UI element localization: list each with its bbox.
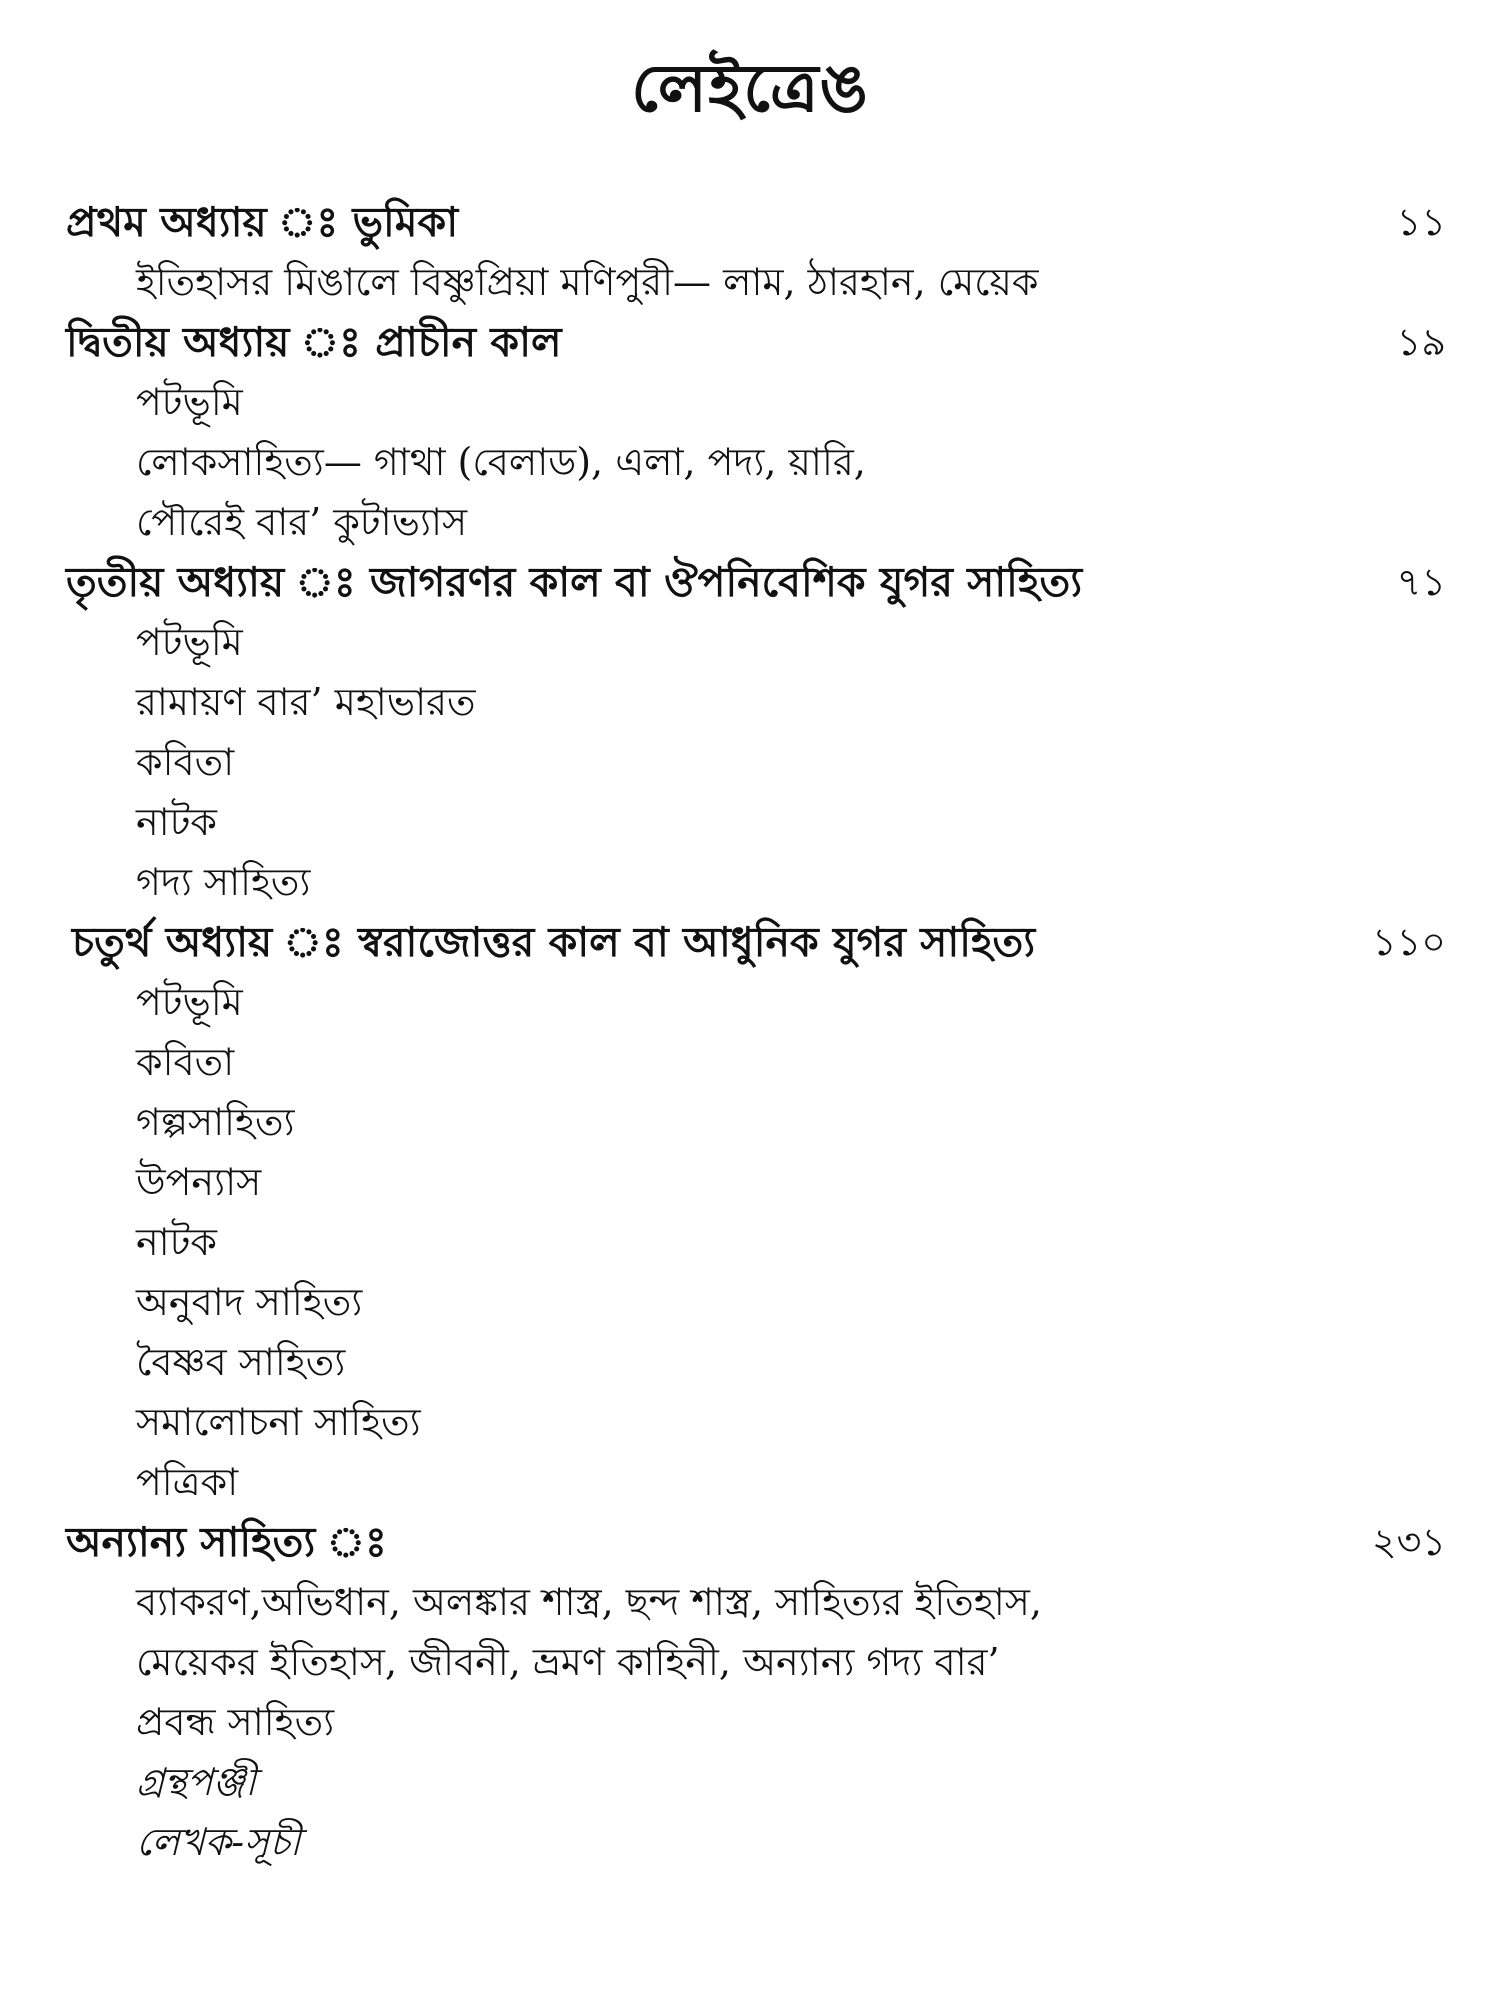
toc-item: উপন্যাস (136, 1160, 262, 1204)
toc-item: ইতিহাসর মিঙালে বিষ্ণুপ্রিয়া মণিপুরী— লাম, ঠারহান, মেয়েক (136, 260, 1039, 304)
appendix-item-author-index: লেখক-সূচী (136, 1820, 301, 1864)
chapter-title: দ্বিতীয় অধ্যায় ঃ প্রাচীন কাল (66, 318, 562, 366)
table-of-contents (66, 192, 1446, 1872)
toc-item: কবিতা (136, 1040, 235, 1084)
toc-item: সমালোচনা সাহিত্য (136, 1400, 421, 1444)
toc-item: গল্পসাহিত্য (136, 1100, 295, 1144)
toc-item: মেয়েকর ইতিহাস, জীবনী, ভ্রমণ কাহিনী, অন্যান্য গদ্য বার’ (136, 1640, 1000, 1684)
chapter-title: চতুর্থ অধ্যায় ঃ স্বরাজোত্তর কাল বা আধুনিক যুগর সাহিত্য (72, 918, 1036, 966)
chapter-title: অন্যান্য সাহিত্য ঃ (66, 1518, 387, 1566)
appendix-item-bibliography: গ্রন্থপঞ্জী (136, 1760, 257, 1804)
toc-item: নাটক (136, 1220, 217, 1264)
toc-item: অনুবাদ সাহিত্য (136, 1280, 363, 1324)
chapter-title: প্রথম অধ্যায় ঃ ভুমিকা (66, 198, 459, 246)
chapter-heading-row (66, 1512, 1446, 1572)
chapter-page-number: ১১০ (1371, 920, 1446, 964)
toc-item: পটভূমি (136, 620, 243, 664)
chapter-heading-row (66, 312, 1446, 372)
chapter-page-number: ১১ (1396, 200, 1446, 244)
chapter-heading-row (66, 912, 1446, 972)
toc-item: গদ্য সাহিত্য (136, 860, 311, 904)
toc-item: নাটক (136, 800, 217, 844)
toc-item: প্রবন্ধ সাহিত্য (136, 1700, 335, 1744)
chapter-heading-row (66, 192, 1446, 252)
toc-item: রামায়ণ বার’ মহাভারত (136, 680, 476, 724)
toc-item: পটভূমি (136, 380, 243, 424)
chapter-page-number: ৭১ (1396, 560, 1446, 604)
toc-item: বৈষ্ণব সাহিত্য (136, 1340, 346, 1384)
page-title: লেইত্রেঙ (631, 49, 869, 127)
toc-item: পটভূমি (136, 980, 243, 1024)
toc-item: পৌরেই বার’ কুটাভ্যাস (136, 500, 468, 544)
toc-item: লোকসাহিত্য— গাথা (বেলাড), এলা, পদ্য, য়ারি, (136, 440, 866, 484)
chapter-page-number: ১৯ (1396, 320, 1446, 364)
chapter-title: তৃতীয় অধ্যায় ঃ জাগরণর কাল বা ঔপনিবেশিক যুগর সাহিত্য (66, 558, 1083, 606)
toc-item: কবিতা (136, 740, 235, 784)
toc-item: পত্রিকা (136, 1460, 239, 1504)
toc-item: ব্যাকরণ,অভিধান, অলঙ্কার শাস্ত্র, ছন্দ শাস্ত্র, সাহিত্যর ইতিহাস, (136, 1580, 1042, 1624)
chapter-page-number: ২৩১ (1371, 1520, 1446, 1564)
chapter-heading-row (66, 552, 1446, 612)
